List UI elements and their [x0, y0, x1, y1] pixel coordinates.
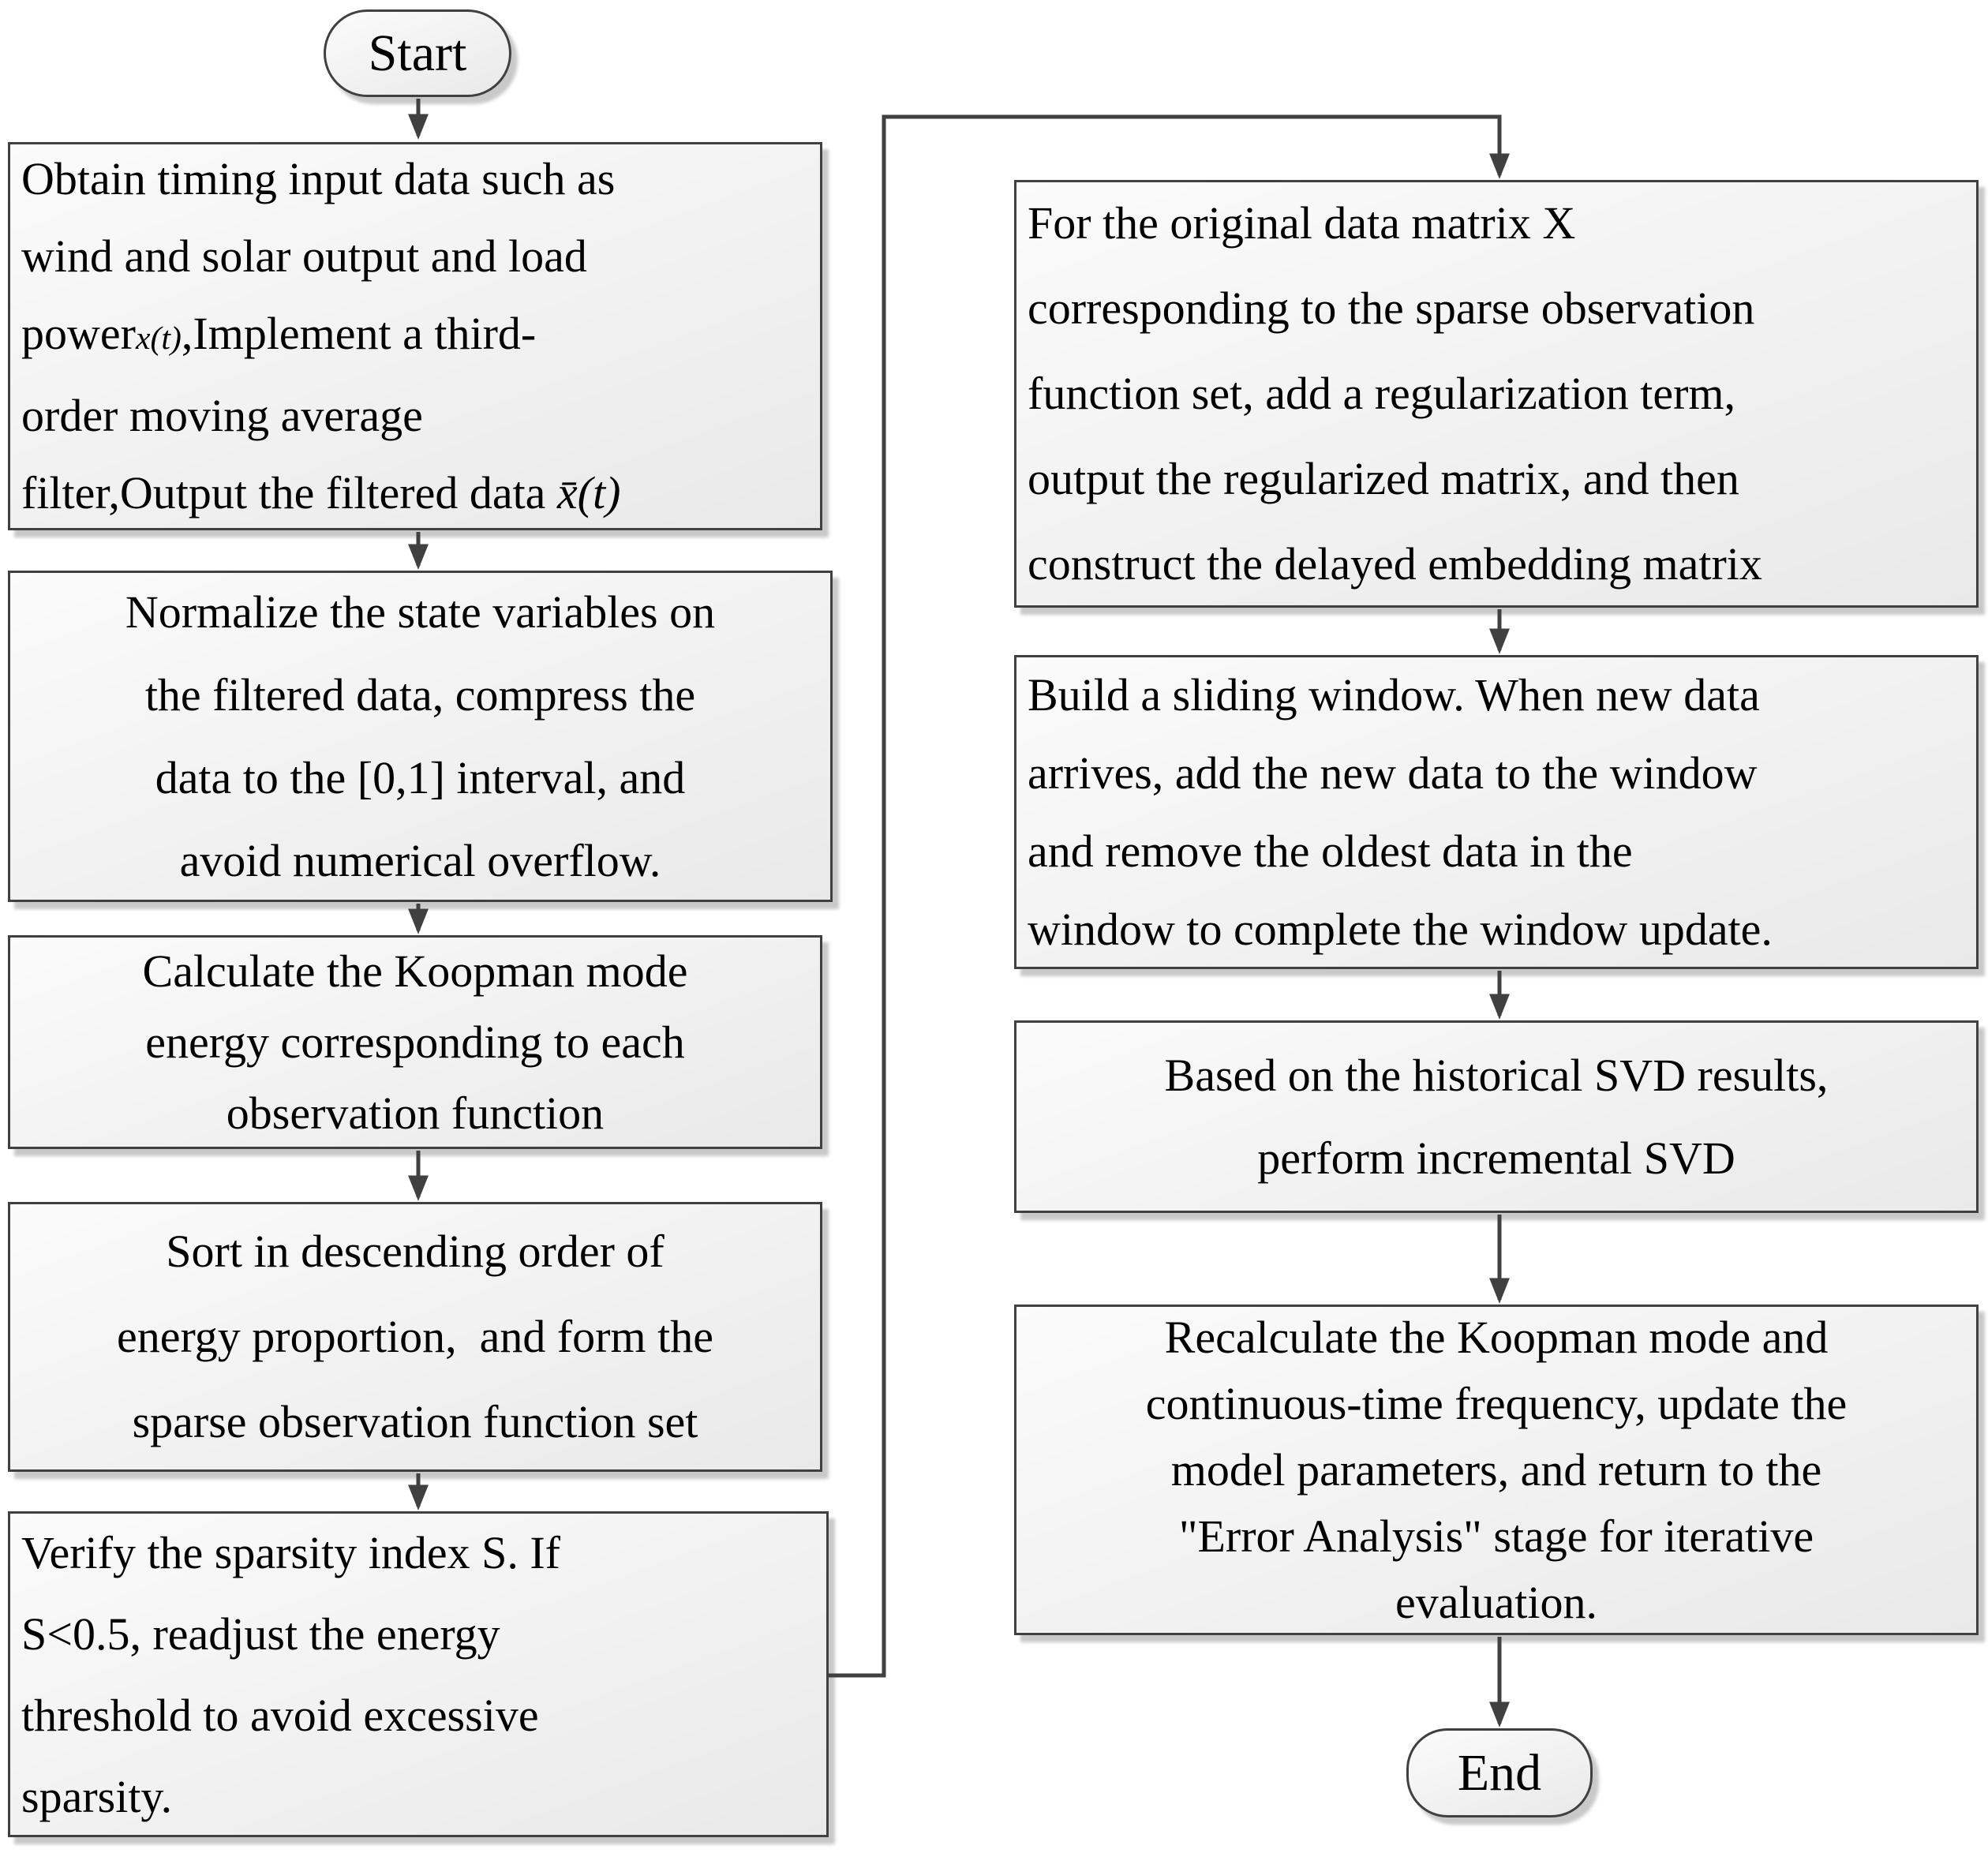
text-line: [1028, 734, 1965, 812]
text-segment: arrives, add the new data to the window: [1028, 747, 1758, 799]
text-line: [21, 140, 809, 218]
text-segment: avoid numerical overflow.: [179, 835, 661, 886]
text-line: [1028, 890, 1965, 968]
text-segment: output the regularized matrix, and then: [1028, 453, 1739, 504]
text-segment: continuous-time frequency, update the: [1145, 1377, 1848, 1429]
text-line: [117, 1294, 713, 1379]
text-segment: window to complete the window update.: [1028, 904, 1773, 955]
text-segment: order moving average: [21, 390, 423, 441]
text-line: [1028, 522, 1965, 607]
text-line: [1165, 1034, 1829, 1117]
process-text: [1146, 1305, 1848, 1636]
text-segment: sparse observation function set: [132, 1396, 698, 1447]
text-segment: Verify the sparsity index S. If: [21, 1526, 560, 1578]
math-segment: x̄(t): [556, 467, 621, 518]
text-segment: Build a sliding window. When new data: [1028, 669, 1760, 721]
text-line: [1028, 436, 1965, 522]
text-segment: energy proportion, and form the: [117, 1311, 713, 1362]
text-line: [117, 1379, 713, 1465]
start-node: [324, 9, 511, 97]
text-segment: construct the delayed embedding matrix: [1028, 538, 1762, 590]
process-incremental-svd: [1014, 1020, 1979, 1213]
text-line: [125, 736, 715, 819]
text-line: [143, 936, 688, 1007]
text-segment: threshold to avoid excessive: [21, 1689, 539, 1741]
process-obtain-data: [8, 142, 822, 530]
process-text: [1165, 1034, 1829, 1200]
process-sort-energy: [8, 1202, 822, 1472]
text-line: [21, 377, 809, 455]
process-text: [125, 571, 715, 902]
text-segment: evaluation.: [1395, 1576, 1598, 1628]
text-line: [1028, 351, 1965, 436]
process-recalculate: [1014, 1305, 1979, 1635]
process-verify-sparsity: [8, 1511, 829, 1837]
text-line: [21, 218, 809, 295]
text-segment: model parameters, and return to the: [1170, 1443, 1822, 1496]
text-line: [143, 1007, 688, 1078]
text-segment: "Error Analysis" stage for iterative: [1178, 1510, 1814, 1562]
process-text: [117, 1209, 713, 1465]
end-node: [1406, 1728, 1593, 1817]
process-text: [143, 936, 688, 1149]
text-line: [21, 295, 809, 377]
text-segment: Normalize the state variables on: [125, 586, 716, 638]
text-segment: S<0.5, readjust the energy: [21, 1608, 500, 1660]
process-normalize: [8, 571, 833, 902]
process-text: [1028, 656, 1965, 968]
text-line: [1146, 1437, 1848, 1503]
text-segment: Obtain timing input data such as: [21, 153, 616, 204]
text-line: [117, 1209, 713, 1294]
text-segment: For the original data matrix X: [1028, 197, 1576, 249]
process-sliding-window: [1014, 655, 1979, 969]
text-segment: power: [21, 308, 136, 359]
text-segment: Based on the historical SVD results,: [1164, 1050, 1829, 1101]
start-label: Start: [368, 24, 467, 82]
text-segment: ,Implement a third-: [181, 308, 537, 359]
text-line: [1028, 812, 1965, 890]
process-koopman-energy: [8, 935, 822, 1149]
text-line: [21, 1675, 815, 1756]
text-segment: perform incremental SVD: [1257, 1132, 1735, 1184]
text-line: [1165, 1117, 1829, 1200]
text-segment: Recalculate the Koopman mode and: [1164, 1311, 1829, 1363]
text-line: [21, 455, 809, 532]
process-text: [1028, 181, 1965, 607]
text-line: [1028, 266, 1965, 351]
text-line: [1028, 656, 1965, 734]
text-segment: filter,Output the filtered data: [21, 467, 557, 518]
text-segment: wind and solar output and load: [21, 230, 587, 282]
text-line: [1028, 181, 1965, 266]
text-line: [125, 571, 715, 653]
text-line: [1146, 1570, 1848, 1636]
text-segment: the filtered data, compress the: [144, 669, 696, 721]
end-label: End: [1457, 1743, 1542, 1802]
text-line: [1146, 1503, 1848, 1570]
text-line: [1146, 1305, 1848, 1371]
text-segment: energy corresponding to each: [145, 1016, 685, 1068]
text-line: [125, 819, 715, 902]
text-segment: function set, add a regularization term,: [1028, 368, 1736, 419]
text-segment: data to the [0,1] interval, and: [155, 752, 686, 803]
process-text: [21, 140, 809, 532]
text-segment: Calculate the Koopman mode: [142, 945, 688, 997]
text-segment: sparsity.: [21, 1770, 173, 1822]
text-segment: observation function: [226, 1087, 605, 1139]
text-segment: and remove the oldest data in the: [1028, 825, 1633, 877]
text-segment: corresponding to the sparse observation: [1028, 283, 1755, 334]
text-line: [143, 1078, 688, 1149]
text-line: [21, 1512, 815, 1593]
text-line: [1146, 1371, 1848, 1437]
process-text: [21, 1512, 815, 1837]
text-line: [21, 1756, 815, 1837]
text-segment: Sort in descending order of: [166, 1226, 665, 1277]
math-segment: x(t): [135, 320, 182, 357]
text-line: [125, 653, 715, 736]
text-line: [21, 1593, 815, 1675]
process-regularize: [1014, 180, 1979, 608]
